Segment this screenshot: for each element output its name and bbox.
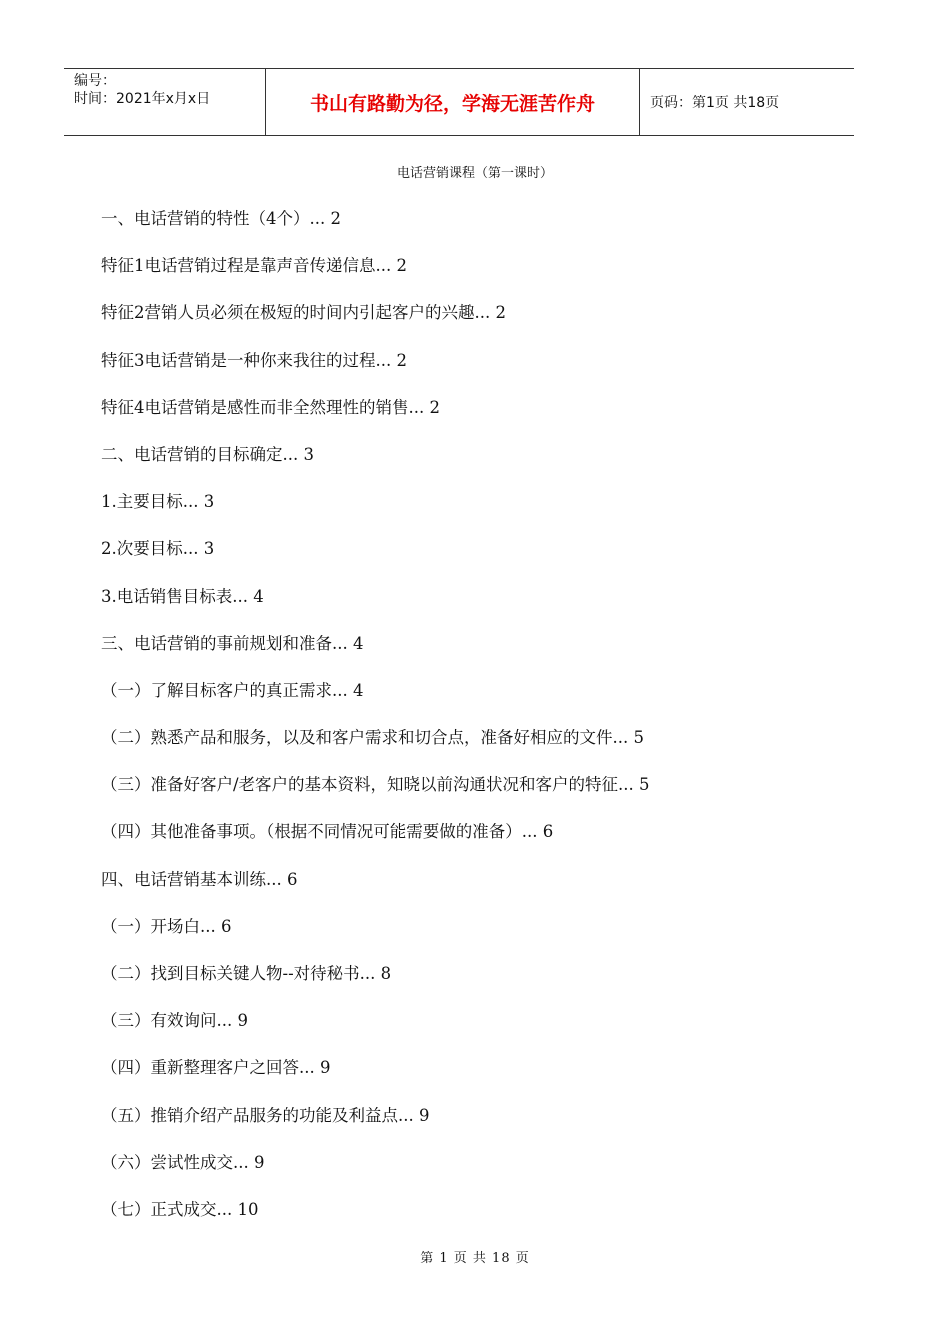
document-header [64,68,854,136]
toc-item[interactable]: （一）了解目标客户的真正需求... 4 [101,680,364,700]
document-title: 电话营销课程（第一课时） [396,166,553,181]
toc-item[interactable]: （二）熟悉产品和服务，以及和客户需求和切合点，准备好相应的文件... 5 [101,728,644,748]
toc-item[interactable]: 四、电话营销基本训练... 6 [101,869,298,889]
toc-item[interactable]: 特征4电话营销是感性而非全然理性的销售... 2 [101,397,440,417]
toc-item[interactable]: （六）尝试性成交... 9 [101,1152,265,1172]
toc-item[interactable]: 一、电话营销的特性（4个）... 2 [101,209,341,228]
table-of-contents [101,205,861,1243]
time-label: 时间：2021年x月x日 [74,91,211,107]
toc-item[interactable]: 2.次要目标... 3 [101,539,215,559]
toc-item[interactable]: （五）推销介绍产品服务的功能及利益点... 9 [101,1105,430,1125]
toc-item[interactable]: 三、电话营销的事前规划和准备... 4 [101,633,364,653]
toc-item[interactable]: 特征2营销人员必须在极短的时间内引起客户的兴趣... 2 [101,303,506,323]
toc-item[interactable]: 二、电话营销的目标确定... 3 [101,444,314,464]
toc-item[interactable]: （二）找到目标关键人物--对待秘书... 8 [101,964,392,983]
header-motto: 书山有路勤为径，学海无涯苦作舟 [266,69,640,135]
toc-item[interactable]: （四）其他准备事项。（根据不同情况可能需要做的准备）... 6 [101,822,554,842]
toc-item[interactable]: （七）正式成交... 10 [101,1199,259,1219]
toc-item[interactable]: 1.主要目标... 3 [101,492,215,512]
toc-item[interactable]: （三）有效询问... 9 [101,1011,248,1031]
toc-item[interactable]: 3.电话销售目标表... 4 [101,586,264,606]
header-page-info: 页码：第1页 共18页 [650,95,780,111]
toc-item[interactable]: 特征3电话营销是一种你来我往的过程... 2 [101,350,407,370]
toc-item[interactable]: （四）重新整理客户之回答... 9 [101,1058,331,1078]
number-label: 编号： [74,73,116,89]
toc-item[interactable]: 特征1电话营销过程是靠声音传递信息... 2 [101,256,407,276]
toc-item[interactable]: （一）开场白... 6 [101,916,232,936]
toc-item[interactable]: （三）准备好客户/老客户的基本资料，知晓以前沟通状况和客户的特征... 5 [101,775,650,795]
page-footer: 第 1 页 共 18 页 [420,1251,530,1266]
header-meta [64,69,266,135]
